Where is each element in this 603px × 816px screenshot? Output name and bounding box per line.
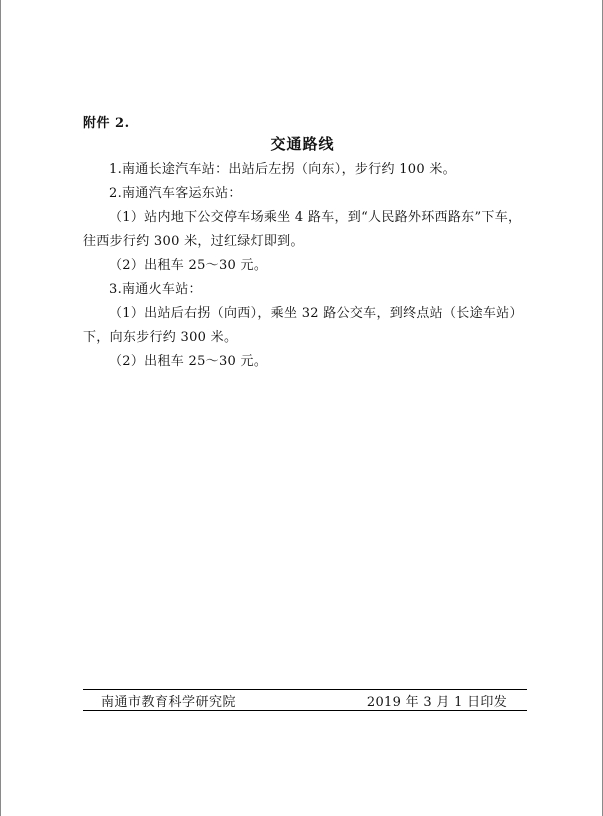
attachment-label: 附件 2.	[83, 116, 130, 131]
route-line-train-option-1-cont: 下，向东步行约 300 米。	[83, 330, 238, 345]
issuer-footer	[83, 689, 527, 711]
route-line-east-bus-option-2: （2）出租车 25～30 元。	[109, 258, 268, 273]
route-line-long-distance-station: 1.南通长途汽车站：出站后左拐（向东），步行约 100 米。	[109, 162, 456, 177]
route-heading-train-station: 3.南通火车站：	[109, 282, 202, 297]
route-line-east-bus-option-1: （1）站内地下公交停车场乘坐 4 路车，到“人民路外环西路东”下车，	[109, 210, 522, 225]
footer-date: 2019 年 3 月 1 日印发	[366, 695, 507, 710]
footer-issuer: 南通市教育科学研究院	[101, 695, 237, 710]
route-line-east-bus-option-1-cont: 往西步行约 300 米，过红绿灯即到。	[83, 234, 304, 249]
route-line-train-option-2: （2）出租车 25～30 元。	[109, 354, 268, 369]
route-line-train-option-1: （1）出站后右拐（向西），乘坐 32 路公交车，到终点站（长途车站）	[109, 306, 523, 321]
document-title: 交通路线	[270, 135, 335, 153]
route-heading-east-bus-station: 2.南通汽车客运东站：	[109, 186, 242, 201]
